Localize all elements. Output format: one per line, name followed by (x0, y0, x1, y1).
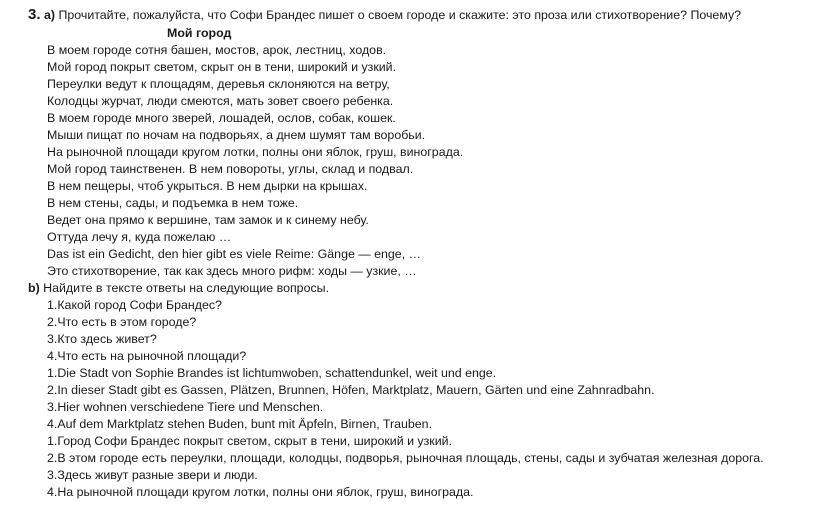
task-number: 3. (28, 6, 41, 23)
answer-item-german: 3.Hier wohnen verschiedene Tiere und Menschen. (47, 400, 324, 414)
poem-line: Мыши пищат по ночам на подворьях, а днем шумят там воробьи. (47, 128, 426, 142)
answer-item-russian: 1.Город Софи Брандес покрыт светом, скрыт в тени, широкий и узкий. (47, 434, 453, 448)
poem-line: Мой город покрыт светом, скрыт он в тени, широкий и узкий. (47, 60, 397, 74)
poem-line: Переулки ведут к площадям, деревья склоняются на ветру, (47, 77, 390, 91)
question-item: 2.Что есть в этом городе? (47, 315, 197, 329)
question-item: 4.Что есть на рыночной площади? (47, 349, 247, 363)
question-item: 1.Какой город Софи Брандес? (47, 298, 222, 312)
poem-line: Мой город таинственен. В нем повороты, углы, склад и подвал. (47, 162, 414, 176)
part-b-header (28, 280, 329, 297)
poem-line: В моем городе много зверей, лошадей, ослов, собак, кошек. (47, 111, 396, 125)
answer-line-german: Das ist ein Gedicht, den hier gibt es viele Reime: Gänge — enge, … (47, 247, 421, 261)
answer-item-german: 1.Die Stadt von Sophie Brandes ist lichtumwoben, schattendunkel, weit und enge. (47, 366, 497, 380)
answer-line-russian: Это стихотворение, так как здесь много рифм: ходы — узкие, … (47, 264, 417, 278)
poem-line: В нем пещеры, чтоб укрыться. В нем дырки на крышах. (47, 179, 368, 193)
poem-line: На рыночной площади кругом лотки, полны они яблок, груш, винограда. (47, 145, 464, 159)
answer-item-russian: 2.В этом городе есть переулки, площади, колодцы, подворья, рыночная площадь, стены, сады и зубчатая железная дорога. (47, 451, 764, 465)
poem-line: Колодцы журчат, люди смеются, мать зовет своего ребенка. (47, 94, 394, 108)
answer-item-german: 4.Auf dem Marktplatz stehen Buden, bunt mit Äpfeln, Birnen, Trauben. (47, 417, 433, 431)
part-a-prompt: Прочитайте, пожалуйста, что Софи Брандес пишет о своем городе и скажите: это проза или стихотворение? Почему? (58, 8, 742, 22)
part-a-label: a) (43, 8, 55, 22)
poem-line: В моем городе сотня башен, мостов, арок, лестниц, ходов. (47, 43, 387, 57)
question-item: 3.Кто здесь живет? (47, 332, 157, 346)
poem-line: Ведет она прямо к вершине, там замок и к синему небу. (47, 213, 369, 227)
answer-item-german: 2.In dieser Stadt gibt es Gassen, Plätzen, Brunnen, Höfen, Marktplatz, Mauern, Gärten und eine Zahnradbahn. (47, 383, 655, 397)
poem-line: Оттуда лечу я, куда пожелаю … (47, 230, 232, 244)
poem-line: В нем стены, сады, и подъемка в нем тоже. (47, 196, 299, 210)
poem-title: Мой город (167, 26, 232, 40)
part-b-label: b) (28, 281, 40, 295)
part-b-prompt: Найдите в тексте ответы на следующие вопросы. (43, 281, 330, 295)
task-header (28, 6, 741, 24)
answer-item-russian: 3.Здесь живут разные звери и люди. (47, 468, 258, 482)
answer-item-russian: 4.На рыночной площади кругом лотки, полны они яблок, груш, винограда. (47, 485, 474, 499)
